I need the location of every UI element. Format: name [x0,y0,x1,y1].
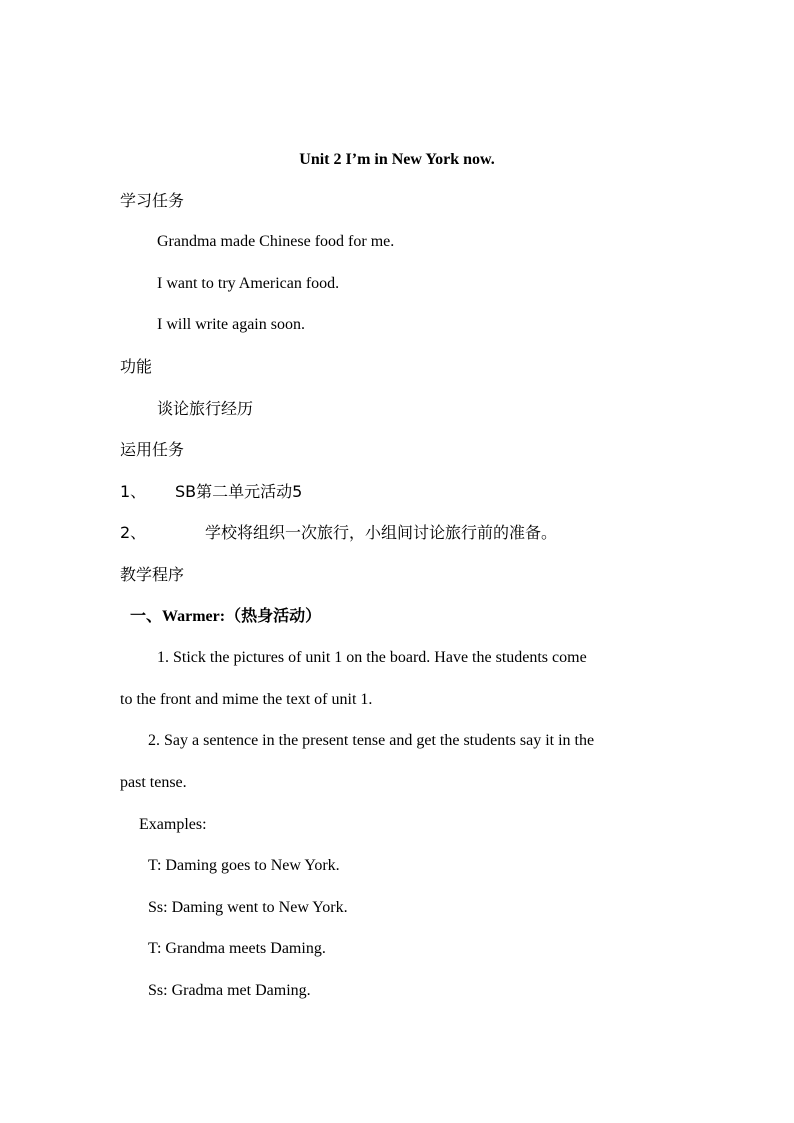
step1-line2: to the front and mime the text of unit 1. [120,691,373,708]
step1-line1: 1. Stick the pictures of unit 1 on the board. Have the students come [157,649,587,666]
example-line: Ss: Daming went to New York. [148,899,348,916]
step2-line2: past tense. [120,774,187,791]
warmer-section-title: 一、Warmer:（热身活动） [130,608,322,625]
function-heading: 功能 [120,357,153,376]
application-task-text: 学校将组织一次旅行，小组间讨论旅行前的准备。 [205,523,558,542]
application-tasks-heading: 运用任务 [120,440,185,459]
example-line: T: Daming goes to New York. [148,857,340,874]
learning-task-item: Grandma made Chinese food for me. [157,233,395,250]
application-task-text: SB第二单元活动5 [175,482,303,501]
page-title: Unit 2 I’m in New York now. [299,151,495,168]
example-line: T: Grandma meets Daming. [148,940,326,957]
application-task-number: 2、 [120,523,147,542]
learning-task-item: I will write again soon. [157,316,305,333]
procedure-heading: 教学程序 [120,565,185,584]
step2-line1: 2. Say a sentence in the present tense and get the students say it in the [148,732,595,749]
application-task-number: 1、 [120,482,147,501]
learning-task-item: I want to try American food. [157,275,340,292]
function-text: 谈论旅行经历 [157,399,254,418]
example-line: Ss: Gradma met Daming. [148,982,311,999]
examples-label: Examples: [139,816,207,833]
learning-tasks-heading: 学习任务 [120,191,185,210]
